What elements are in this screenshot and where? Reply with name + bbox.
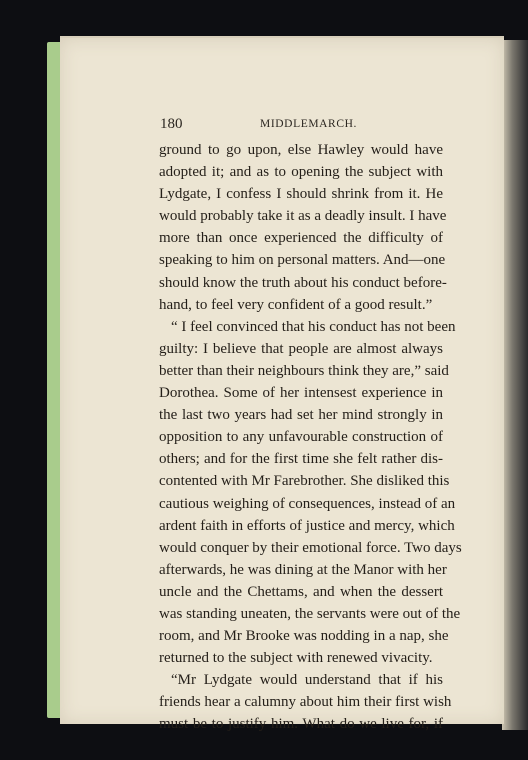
text-line: speaking to him on personal matters. And—one: [159, 252, 446, 269]
text-line: ardent faith in efforts of justice and mercy, which: [159, 517, 455, 534]
text-line: others; and for the first time she felt rather dis-: [159, 451, 443, 468]
text-line: adopted it; and as to opening the subject with: [159, 164, 443, 181]
text-line: Lydgate, I confess I should shrink from it. He: [159, 186, 443, 203]
text-line: must be to justify him. What do we live for, if: [159, 716, 443, 733]
page-number: 180: [160, 116, 183, 132]
text-line: ground to go upon, else Hawley would have: [159, 142, 443, 158]
text-line: room, and Mr Brooke was nodding in a nap, she: [159, 628, 449, 645]
text-line: was standing uneaten, the servants were out of the: [159, 605, 461, 622]
text-line: uncle and the Chettams, and when the dessert: [159, 583, 443, 600]
page-gutter-shadow: [502, 40, 528, 730]
text-line: “ I feel convinced that his conduct has not been: [171, 318, 456, 335]
text-line: returned to the subject with renewed vivacity.: [159, 650, 433, 667]
text-line: contented with Mr Farebrother. She disliked this: [159, 473, 450, 490]
text-line: guilty: I believe that people are almost always: [159, 340, 443, 357]
text-line: opposition to any unfavourable construction of: [159, 429, 443, 446]
text-line: would probably take it as a deadly insult. I have: [159, 208, 447, 225]
text-line: would conquer by their emotional force. Two days: [159, 539, 462, 556]
text-line: better than their neighbours think they are,” said: [159, 362, 449, 379]
text-line: Dorothea. Some of her intensest experience in: [159, 385, 443, 402]
text-line: should know the truth about his conduct before-: [159, 274, 447, 291]
body-text: [159, 139, 462, 736]
text-line: the last two years had set her mind strongly in: [159, 407, 443, 424]
text-line: cautious weighing of consequences, instead of an: [159, 495, 456, 512]
text-line: “Mr Lydgate would understand that if his: [171, 672, 443, 689]
text-line: friends hear a calumny about him their first wish: [159, 694, 452, 711]
running-title: MIDDLEMARCH.: [260, 118, 357, 130]
text-line: more than once experienced the difficulty of: [159, 230, 443, 247]
text-line: afterwards, he was dining at the Manor with her: [159, 561, 447, 578]
text-line: hand, to feel very confident of a good result.”: [159, 296, 433, 313]
running-head: [160, 116, 442, 134]
